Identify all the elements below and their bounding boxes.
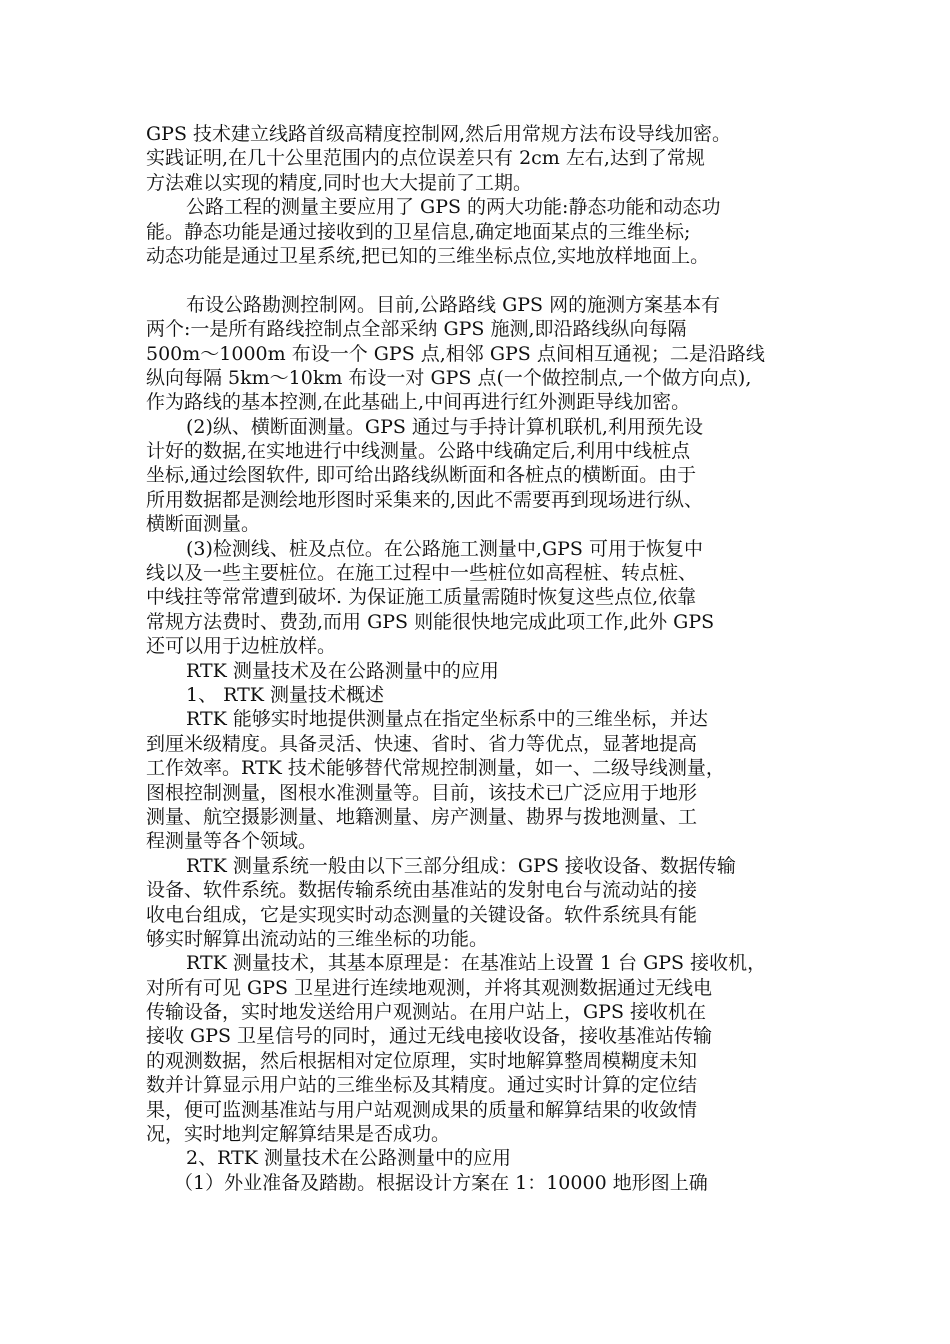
paragraph-first-line: RTK 测量技术，其基本原理是：在基准站上设置 1 台 GPS 接收机， [186, 952, 767, 975]
blank-line [146, 268, 816, 292]
text-line: 线以及一些主要桩位。在施工过程中一些桩位如高程桩、转点桩、 [146, 562, 698, 585]
text-line: 坐标,通过绘图软件, 即可给出路线纵断面和各桩点的横断面。由于 [146, 464, 697, 487]
text-line: 横断面测量。 [146, 513, 261, 536]
text-line: 够实时解算出流动站的三维坐标的功能。 [146, 927, 489, 950]
section-heading: RTK 测量技术及在公路测量中的应用 [186, 659, 499, 682]
text-line: 果，便可监测基准站与用户站观测成果的质量和解算结果的收敛情 [146, 1098, 698, 1121]
text-line: 工作效率。RTK 技术能够替代常规控制测量，如一、二级导线测量， [146, 757, 725, 780]
text-line: 常规方法费时、费劲,而用 GPS 则能很快地完成此项工作,此外 GPS [146, 610, 715, 633]
text-line: 到厘米级精度。具备灵活、快速、省时、省力等优点，显著地提高 [146, 732, 698, 755]
text-line: 能。静态功能是通过接收到的卫星信息,确定地面某点的三维坐标; [146, 220, 691, 243]
text-line: 500m～1000m 布设一个 GPS 点,相邻 GPS 点间相互通视；二是沿路线 [146, 342, 765, 365]
text-line: 设备、软件系统。数据传输系统由基准站的发射电台与流动站的接 [146, 879, 698, 902]
text-line: 实践证明,在几十公里范围内的点位误差只有 2cm 左右,达到了常规 [146, 147, 705, 170]
text-line: 传输设备，实时地发送给用户观测站。在用户站上，GPS 接收机在 [146, 1001, 707, 1024]
text-line: 中线拄等常常遭到破坏. 为保证施工质量需随时恢复这些点位,依靠 [146, 586, 697, 609]
text-line: 图根控制测量，图根水准测量等。目前，该技术已广泛应用于地形 [146, 781, 698, 804]
paragraph-first-line: （1）外业准备及踏勘。根据设计方案在 1：10000 地形图上确 [174, 1171, 708, 1194]
paragraph-first-line: (3)检测线、桩及点位。在公路施工测量中,GPS 可用于恢复中 [186, 537, 703, 560]
text-line: 所用数据都是测绘地形图时采集来的,因此不需要再到现场进行纵、 [146, 488, 704, 511]
paragraph-first-line: RTK 测量系统一般由以下三部分组成：GPS 接收设备、数据传输 [186, 854, 736, 877]
text-line: 动态功能是通过卫星系统,把已知的三维坐标点位,实地放样地面上。 [146, 244, 710, 267]
text-line: 况，实时地判定解算结果是否成功。 [146, 1123, 451, 1146]
text-line: 计好的数据,在实地进行中线测量。公路中线确定后,利用中线桩点 [146, 440, 691, 463]
paragraph-first-line: RTK 能够实时地提供测量点在指定坐标系中的三维坐标，并达 [186, 708, 708, 731]
text-line: 接收 GPS 卫星信号的同时，通过无线电接收设备，接收基准站传输 [146, 1025, 713, 1048]
text-line: 数并计算显示用户站的三维坐标及其精度。通过实时计算的定位结 [146, 1074, 698, 1097]
document-body [146, 122, 816, 1195]
text-line: 还可以用于边桩放样。 [146, 635, 337, 658]
subsection-heading: 1、 RTK 测量技术概述 [186, 683, 385, 706]
text-line: GPS 技术建立线路首级高精度控制网,然后用常规方法布设导线加密。 [146, 123, 732, 145]
text-line: 程测量等各个领域。 [146, 830, 318, 853]
paragraph-first-line: 公路工程的测量主要应用了 GPS 的两大功能:静态功能和动态功 [186, 196, 721, 219]
text-line: 两个:一是所有路线控制点全部采纳 GPS 施测,即沿路线纵向每隔 [146, 318, 687, 341]
text-line: 方法难以实现的精度,同时也大大提前了工期。 [146, 171, 533, 194]
text-line: 收电台组成，它是实现实时动态测量的关键设备。软件系统具有能 [146, 903, 698, 926]
text-line: 测量、航空摄影测量、地籍测量、房产测量、勘界与拨地测量、工 [146, 805, 698, 828]
paragraph-first-line: (2)纵、横断面测量。GPS 通过与手持计算机联机,利用预先设 [186, 415, 703, 438]
subsection-heading: 2、RTK 测量技术在公路测量中的应用 [186, 1147, 511, 1170]
text-line: 纵向每隔 5km～10km 布设一对 GPS 点(一个做控制点,一个做方向点), [146, 366, 752, 389]
text-line: 作为路线的基本控测,在此基础上,中间再进行红外测距导线加密。 [146, 391, 691, 414]
text-line: 的观测数据，然后根据相对定位原理，实时地解算整周模糊度未知 [146, 1049, 698, 1072]
text-line: 对所有可见 GPS 卫星进行连续地观测，并将其观测数据通过无线电 [146, 976, 713, 999]
paragraph-first-line: 布设公路勘测控制网。目前,公路路线 GPS 网的施测方案基本有 [186, 293, 721, 316]
